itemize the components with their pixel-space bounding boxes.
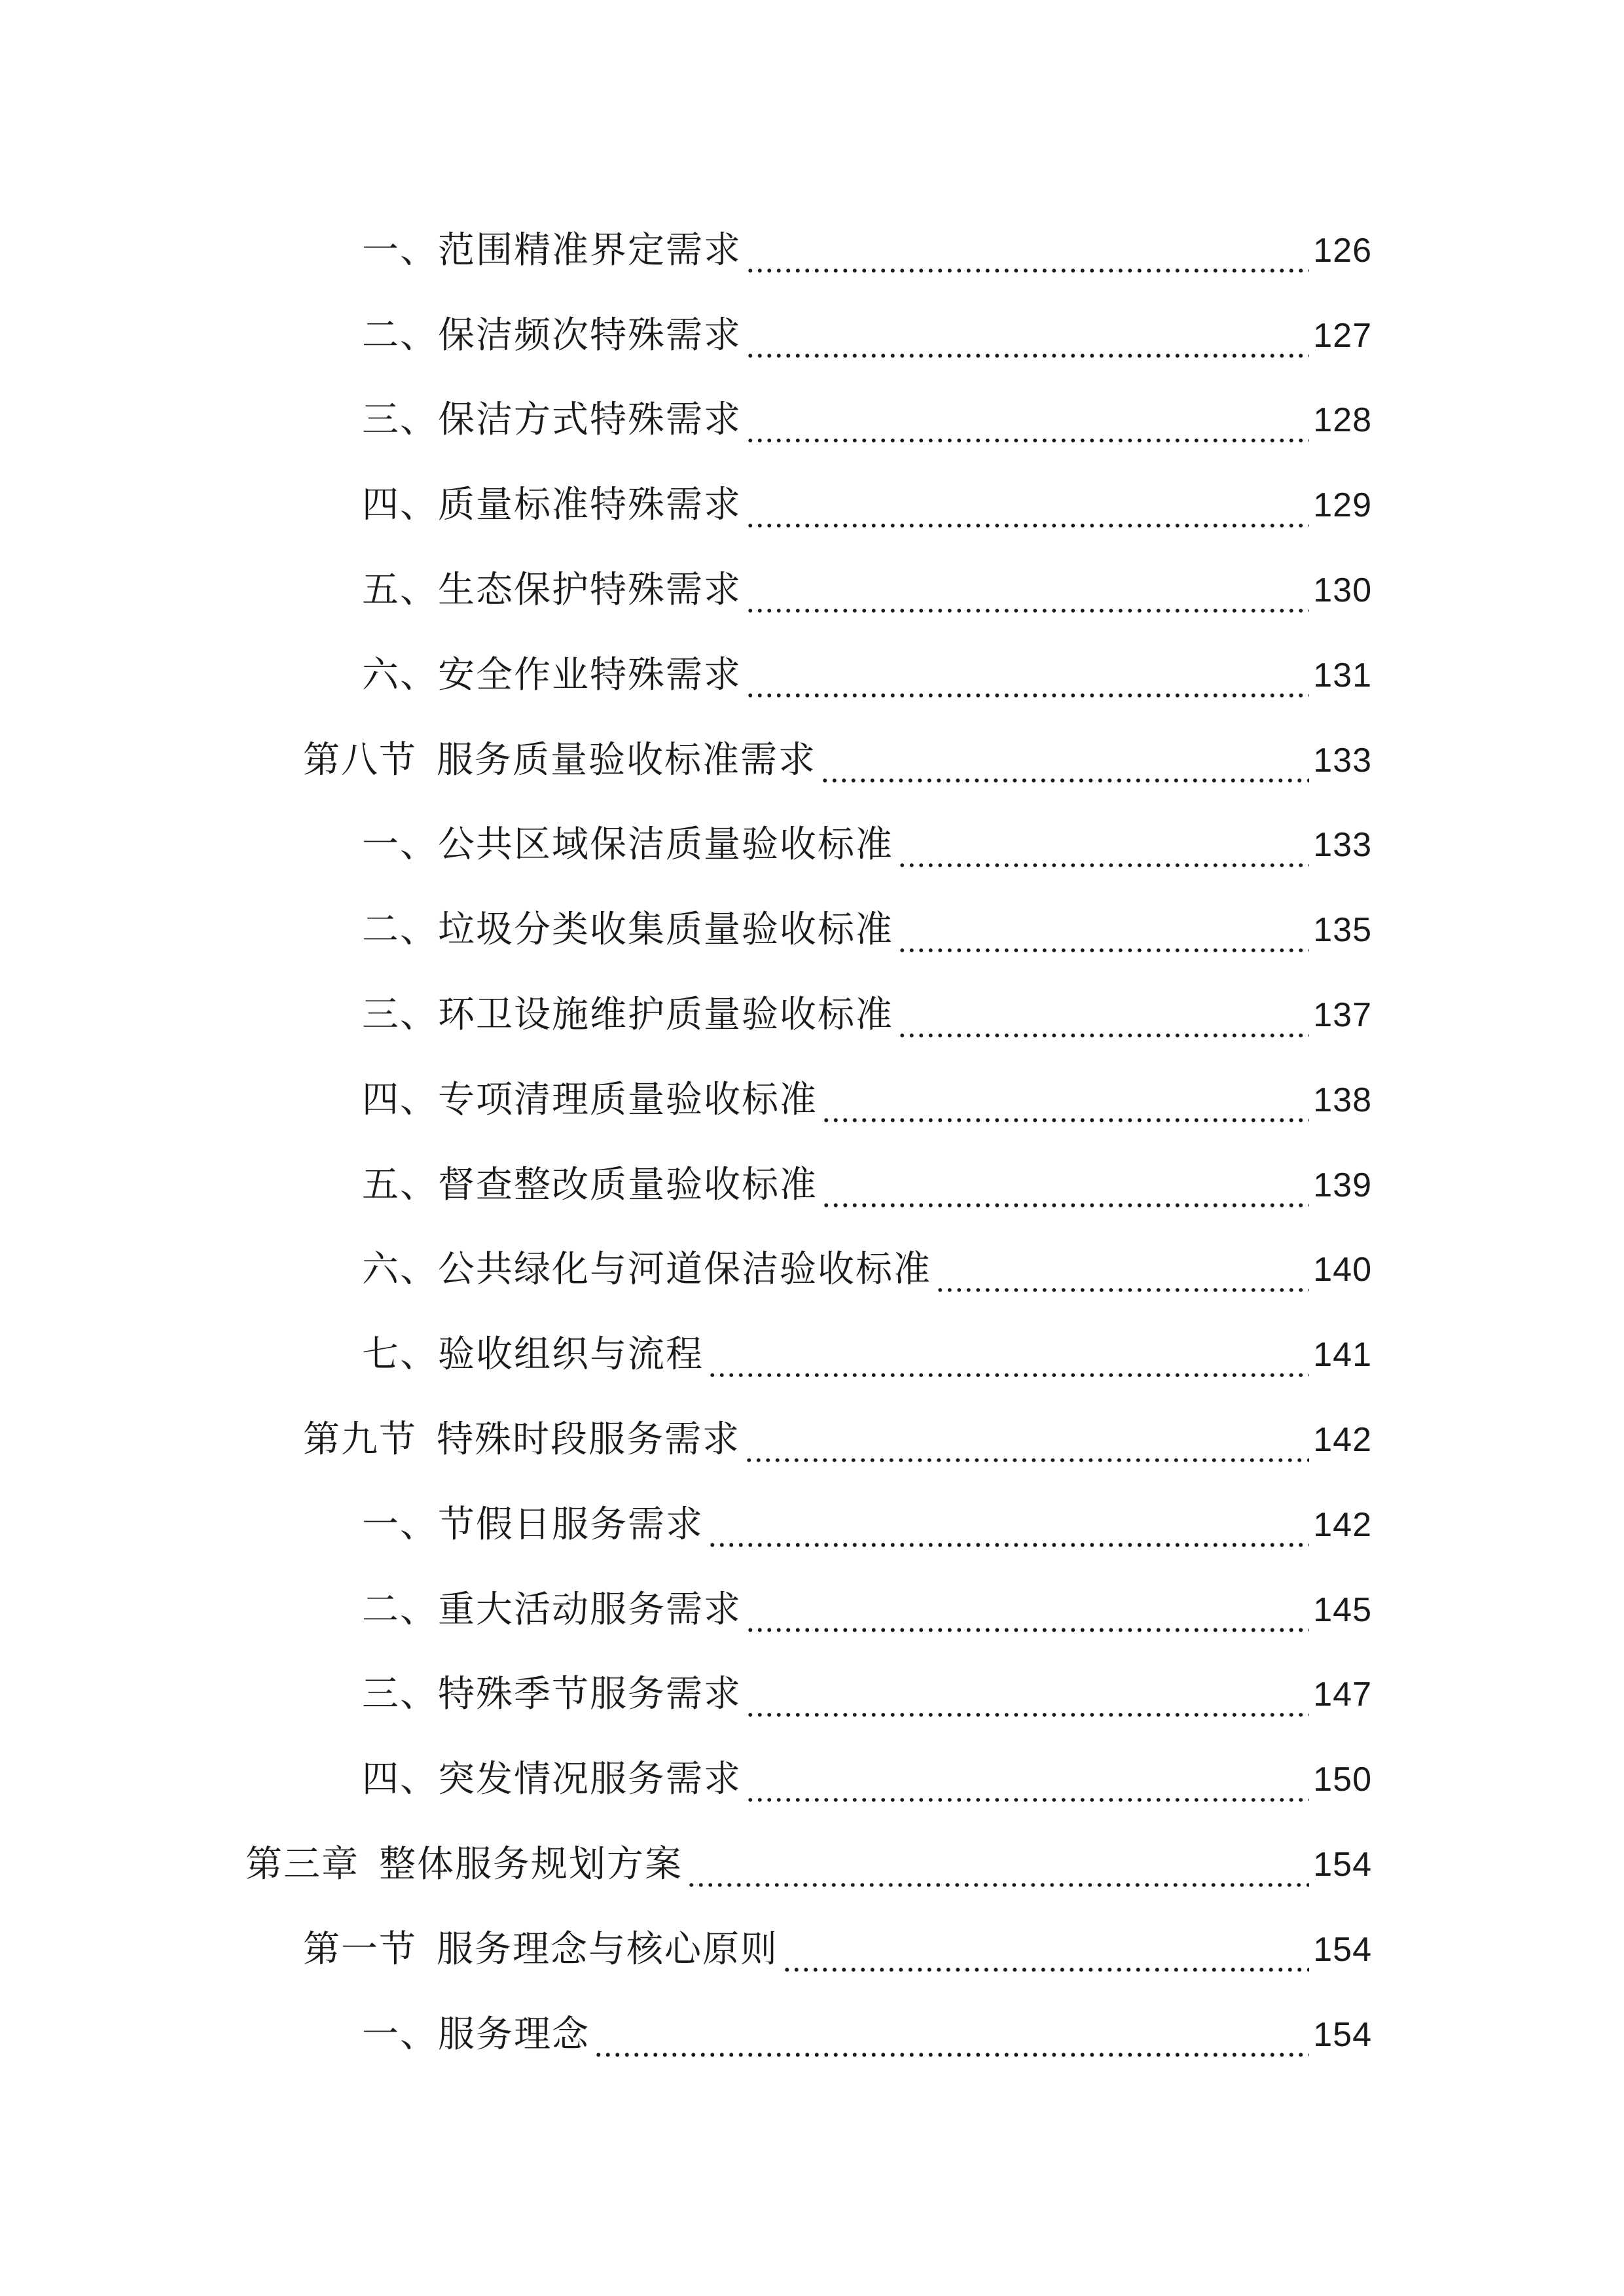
toc-entry-label [362,904,893,956]
toc-entry-title: 生态保护特殊需求 [438,569,742,612]
dot-leader [746,1768,1309,1804]
toc-entry-title: 垃圾分类收集质量验收标准 [438,908,893,952]
toc-entry-number: 二、 [362,908,438,952]
dot-leader [935,1258,1309,1295]
toc-page-number: 138 [1313,1081,1372,1119]
toc-entry-number: 五、 [362,1163,438,1206]
toc-entry-title: 环卫设施维护质量验收标准 [438,994,893,1037]
dot-leader [687,1853,1309,1890]
dot-leader [821,1174,1309,1210]
toc-entry-number: 六、 [362,653,438,696]
toc-entry-label [362,310,742,362]
dot-leader [708,1513,1309,1550]
toc-page-number: 141 [1313,1336,1372,1374]
toc-entry-title: 保洁方式特殊需求 [438,399,742,442]
toc-page-number: 137 [1313,996,1372,1035]
toc-page-number: 142 [1313,1421,1372,1460]
toc-page-number: 130 [1313,571,1372,610]
toc-entry[interactable] [0,293,1624,378]
toc-entry-number: 七、 [362,1333,438,1376]
toc-page-number: 128 [1313,401,1372,440]
toc-entry[interactable] [0,1568,1624,1653]
toc-entry-number: 一、 [362,1503,438,1546]
toc-entry-number: 二、 [362,1588,438,1631]
toc-page-number: 133 [1313,826,1372,865]
toc-page-number: 127 [1313,316,1372,355]
toc-entry-title: 服务质量验收标准需求 [437,738,816,781]
toc-entry-title: 专项清理质量验收标准 [438,1078,818,1121]
toc-entry-title: 公共区域保洁质量验收标准 [438,823,893,867]
toc-page-number: 140 [1313,1251,1372,1289]
toc-entry-label [362,394,742,446]
toc-page-number: 131 [1313,656,1372,694]
dot-leader [746,1683,1309,1719]
dot-leader [744,1428,1309,1465]
dot-leader [746,408,1309,445]
toc-page-number: 147 [1313,1676,1372,1714]
toc-chapter-entry[interactable] [0,1822,1624,1907]
toc-entry-number: 第九节 [303,1418,417,1462]
toc-entry-label [362,1584,742,1636]
dot-leader [746,239,1309,276]
toc-entry-label [303,734,816,787]
toc-entry-label [245,1839,683,1891]
toc-page-number: 154 [1313,1930,1372,1969]
toc-entry[interactable] [0,1737,1624,1822]
dot-leader [820,749,1309,785]
toc-entry[interactable] [0,973,1624,1058]
toc-section-entry[interactable] [0,1397,1624,1482]
toc-page-number: 150 [1313,1761,1372,1799]
toc-page-number: 142 [1313,1505,1372,1544]
toc-entry-label [362,1499,704,1551]
dot-leader [897,918,1309,955]
toc-entry-number: 四、 [362,484,438,527]
toc-entry-label [362,1159,818,1211]
toc-entry-title: 重大活动服务需求 [438,1588,742,1631]
toc-entry-title: 范围精准界定需求 [438,228,742,272]
toc-entry-label [303,1414,740,1466]
toc-entry-number: 一、 [362,228,438,272]
toc-entry-title: 安全作业特殊需求 [438,653,742,696]
toc-entry-title: 督查整改质量验收标准 [438,1163,818,1206]
toc-entry[interactable] [0,888,1624,973]
toc-page-number: 145 [1313,1590,1372,1629]
toc-entry[interactable] [0,633,1624,718]
dot-leader [594,2023,1309,2060]
toc-entry-label [362,479,742,531]
toc-page-number: 154 [1313,2015,1372,2054]
toc-entry-label [362,1668,742,1721]
toc-entry[interactable] [0,1312,1624,1397]
toc-entry-title: 突发情况服务需求 [438,1758,742,1801]
toc-entry[interactable] [0,1653,1624,1738]
dot-leader [746,1598,1309,1635]
toc-entry-label [303,1924,778,1976]
dot-leader [746,493,1309,530]
toc-entry-label [362,224,742,277]
toc-entry-number: 三、 [362,994,438,1037]
toc-entry-title: 验收组织与流程 [438,1333,704,1376]
toc-entry-label [362,2009,590,2061]
toc-page-number: 129 [1313,486,1372,525]
toc-page-number: 154 [1313,1846,1372,1884]
toc-page-number: 133 [1313,741,1372,780]
toc-entry-title: 公共绿化与河道保洁验收标准 [438,1248,931,1291]
toc-entry-title: 质量标准特殊需求 [438,484,742,527]
toc-page-number: 126 [1313,231,1372,270]
toc-page-number: 135 [1313,911,1372,950]
toc-entry-title: 特殊时段服务需求 [437,1418,740,1462]
toc-entry-number: 第三章 [245,1843,359,1886]
toc-entry-number: 一、 [362,823,438,867]
dot-leader [746,324,1309,361]
toc-section-entry[interactable] [0,718,1624,803]
toc-entry-number: 六、 [362,1248,438,1291]
dot-leader [782,1938,1309,1975]
toc-section-entry[interactable] [0,1907,1624,1992]
toc-entry-title: 服务理念与核心原则 [437,1928,778,1971]
toc-entry-number: 五、 [362,569,438,612]
dot-leader [897,1003,1309,1040]
toc-entry-title: 服务理念 [438,2013,590,2056]
dot-leader [708,1343,1309,1380]
toc-entry-label [362,649,742,702]
toc-entry-title: 节假日服务需求 [438,1503,704,1546]
toc-entry-number: 第一节 [303,1928,417,1971]
dot-leader [897,833,1309,870]
toc-entry-number: 四、 [362,1758,438,1801]
toc-entry-number: 第八节 [303,738,417,781]
toc-entry[interactable] [0,208,1624,293]
toc-entry-label [362,564,742,617]
toc-entry[interactable] [0,1992,1624,2077]
toc-entry[interactable] [0,803,1624,888]
toc-entry-number: 四、 [362,1078,438,1121]
dot-leader [821,1088,1309,1125]
toc-entry[interactable] [0,463,1624,548]
toc-entry-label [362,1074,818,1126]
toc-entry[interactable] [0,1143,1624,1228]
table-of-contents [0,208,1624,2077]
toc-entry-label [362,1753,742,1806]
toc-entry-number: 一、 [362,2013,438,2056]
toc-entry[interactable] [0,548,1624,633]
toc-entry-number: 三、 [362,399,438,442]
dot-leader [746,579,1309,615]
toc-entry-label [362,989,893,1041]
toc-entry-number: 二、 [362,314,438,357]
toc-entry-title: 保洁频次特殊需求 [438,314,742,357]
toc-entry-title: 整体服务规划方案 [379,1843,683,1886]
dot-leader [746,664,1309,700]
toc-entry[interactable] [0,1482,1624,1568]
toc-entry-label [362,1329,704,1381]
toc-entry[interactable] [0,1228,1624,1313]
toc-entry[interactable] [0,378,1624,463]
toc-entry-number: 三、 [362,1673,438,1716]
toc-entry-title: 特殊季节服务需求 [438,1673,742,1716]
toc-entry[interactable] [0,1058,1624,1143]
toc-page-number: 139 [1313,1166,1372,1204]
toc-entry-label [362,1244,931,1296]
toc-entry-label [362,819,893,871]
